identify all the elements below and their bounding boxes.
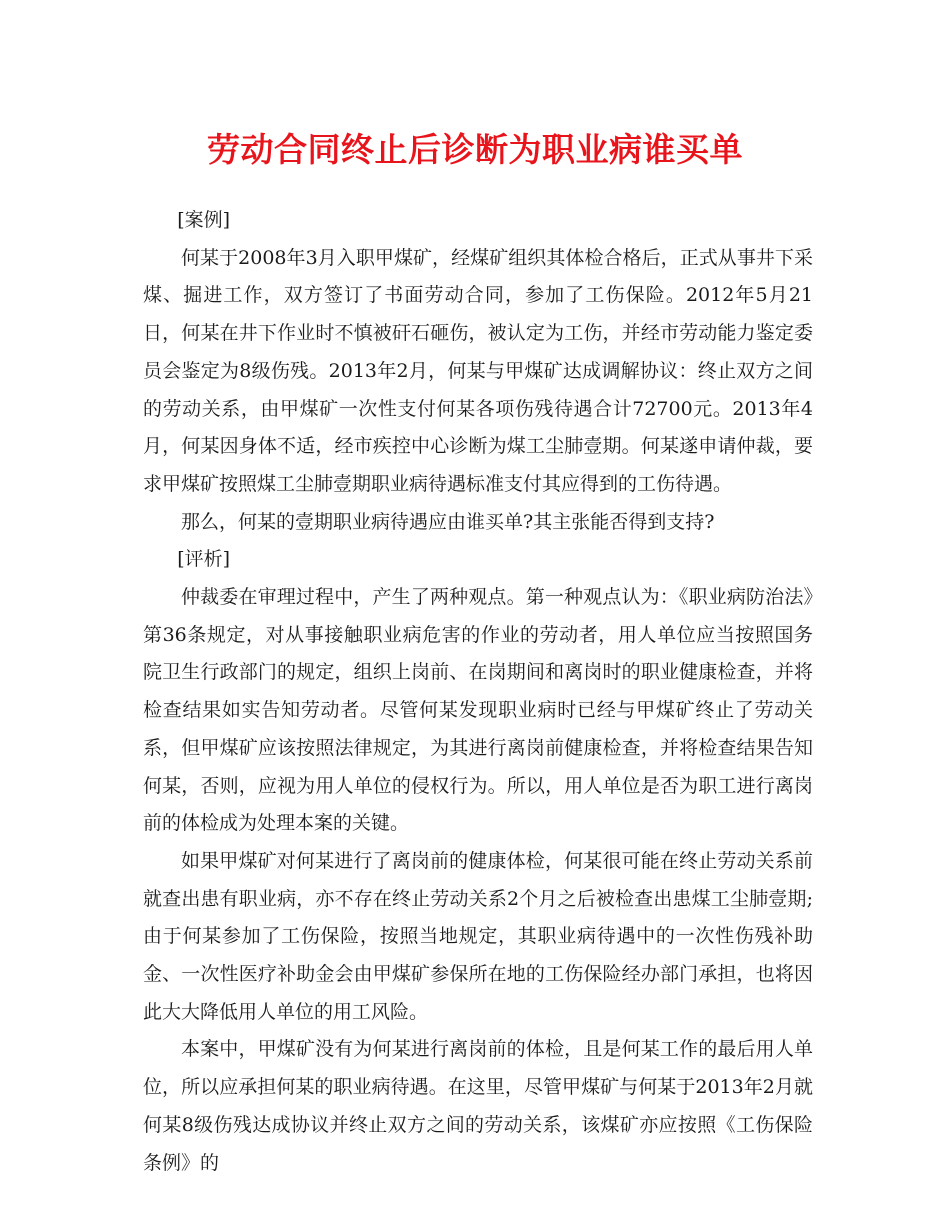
section-label-analysis: [评析]	[177, 548, 231, 571]
paragraph: 何某于2008年3月入职甲煤矿，经煤矿组织其体检合格后，正式从事井下采煤、掘进工作，双方签订了书面劳动合同，参加了工伤保险。2012年5月21日，何某在井下作业时不慎被矸石砸伤，被认定为工伤，并经市劳动能力鉴定委员会鉴定为8级伤残。2013年2月，何某与甲煤矿达成调解协议：终止双方之间的劳动关系，由甲煤矿一次性支付何某各项伤残待遇合计72700元。2013年4月，何某因身体不适，经市疾控中心诊断为煤工尘肺壹期。何某遂申请仲裁，要求甲煤矿按照煤工尘肺壹期职业病待遇标准支付其应得到的工伤待遇。	[143, 246, 813, 495]
document-title: 劳动合同终止后诊断为职业病谁买单	[207, 130, 743, 169]
paragraph: 如果甲煤矿对何某进行了离岗前的健康体检，何某很可能在终止劳动关系前就查出患有职业病，亦不存在终止劳动关系2个月之后被检查出患煤工尘肺壹期;由于何某参加了工伤保险，按照当地规定，其职业病待遇中的一次性伤残补助金、一次性医疗补助金会由甲煤矿参保所在地的工伤保险经办部门承担，也将因此大大降低用人单位的用工风险。	[143, 849, 813, 1023]
section-label-case: [案例]	[177, 209, 231, 231]
paragraph: 仲裁委在审理过程中，产生了两种观点。第一种观点认为：《职业病防治法》第36条规定，对从事接触职业病危害的作业的劳动者，用人单位应当按照国务院卫生行政部门的规定，组织上岗前、在岗期间和离岗时的职业健康检查，并将检查结果如实告知劳动者。尽管何某发现职业病时已经与甲煤矿终止了劳动关系，但甲煤矿应该按照法律规定，为其进行离岗前健康检查，并将检查结果告知何某，否则，应视为用人单位的侵权行为。所以，用人单位是否为职工进行离岗前的体检成为处理本案的关键。	[143, 586, 813, 835]
paragraph: 本案中，甲煤矿没有为何某进行离岗前的体检，且是何某工作的最后用人单位，所以应承担何某的职业病待遇。在这里，尽管甲煤矿与何某于2013年2月就何某8级伤残达成协议并终止双方之间的劳动关系，该煤矿亦应按照《工伤保险条例》的	[143, 1038, 813, 1174]
document-body	[143, 202, 813, 1182]
paragraph: 那么，何某的壹期职业病待遇应由谁买单?其主张能否得到支持?	[181, 510, 715, 533]
